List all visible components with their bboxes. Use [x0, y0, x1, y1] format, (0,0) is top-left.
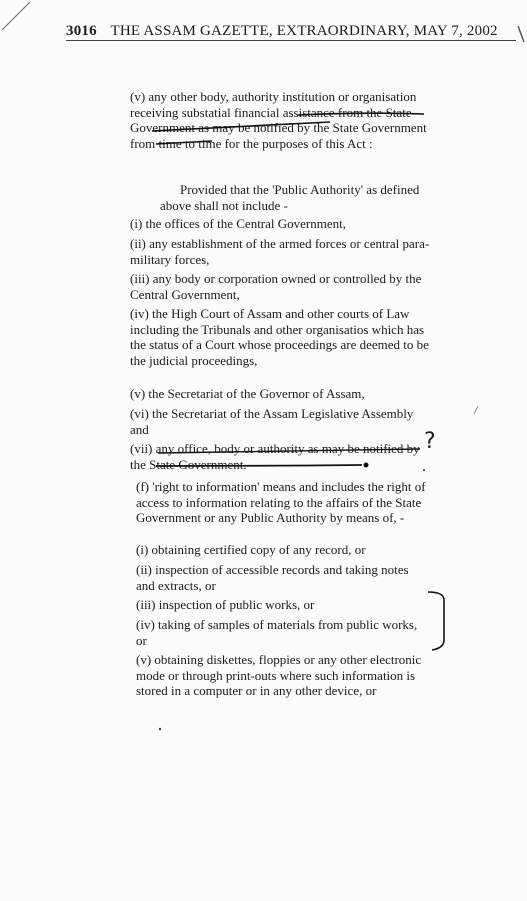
- means-item: (iii) inspection of public works, or: [136, 597, 315, 612]
- page-number: 3016: [66, 23, 97, 39]
- exclusion-item: (ii) any establishment of the armed forces or central para-military forces,: [130, 236, 430, 267]
- exclusion-item: (vi) the Secretariat of the Assam Legislative Assembly and: [130, 406, 414, 437]
- clause-f: (f) 'right to information' means and includes the right of access to information relating to the affairs of the State Government or any Public Authority by means of, -: [136, 479, 426, 525]
- exclusion-item: (i) the offices of the Central Government,: [130, 216, 346, 231]
- handwritten-question-mark: ?: [424, 429, 436, 454]
- means-item: (v) obtaining diskettes, floppies or any other electronic mode or through print-outs where such information is stored in a computer or in any other device, or: [136, 652, 422, 698]
- means-item: (iv) taking of samples of materials from public works, or: [136, 617, 418, 648]
- gazette-title: THE ASSAM GAZETTE, EXTRAORDINARY, MAY 7, 2002: [110, 23, 498, 39]
- exclusion-item: (vii) any office, body or authority as may be notified by the State Government.: [130, 441, 420, 472]
- clause-v: (v) any other body, authority institution or organisation receiving substatial financial assistance from the State Government as may be notified by the State Government from time to time for the purposes of this Act :: [130, 89, 427, 151]
- means-item: (ii) inspection of accessible records and taking notes and extracts, or: [136, 562, 409, 593]
- exclusion-item: (iv) the High Court of Assam and other courts of Law including the Tribunals and other organisatios which has the status of a Court whose proceedings are deemed to be the judicial proceedings,: [130, 306, 429, 368]
- means-item: (i) obtaining certified copy of any record, or: [136, 542, 366, 557]
- exclusion-item: (iii) any body or corporation owned or controlled by the Central Government,: [130, 271, 422, 302]
- exclusion-item: (v) the Secretariat of the Governor of Assam,: [130, 386, 365, 401]
- proviso-text: Provided that the 'Public Authority' as defined above shall not include -: [160, 182, 420, 213]
